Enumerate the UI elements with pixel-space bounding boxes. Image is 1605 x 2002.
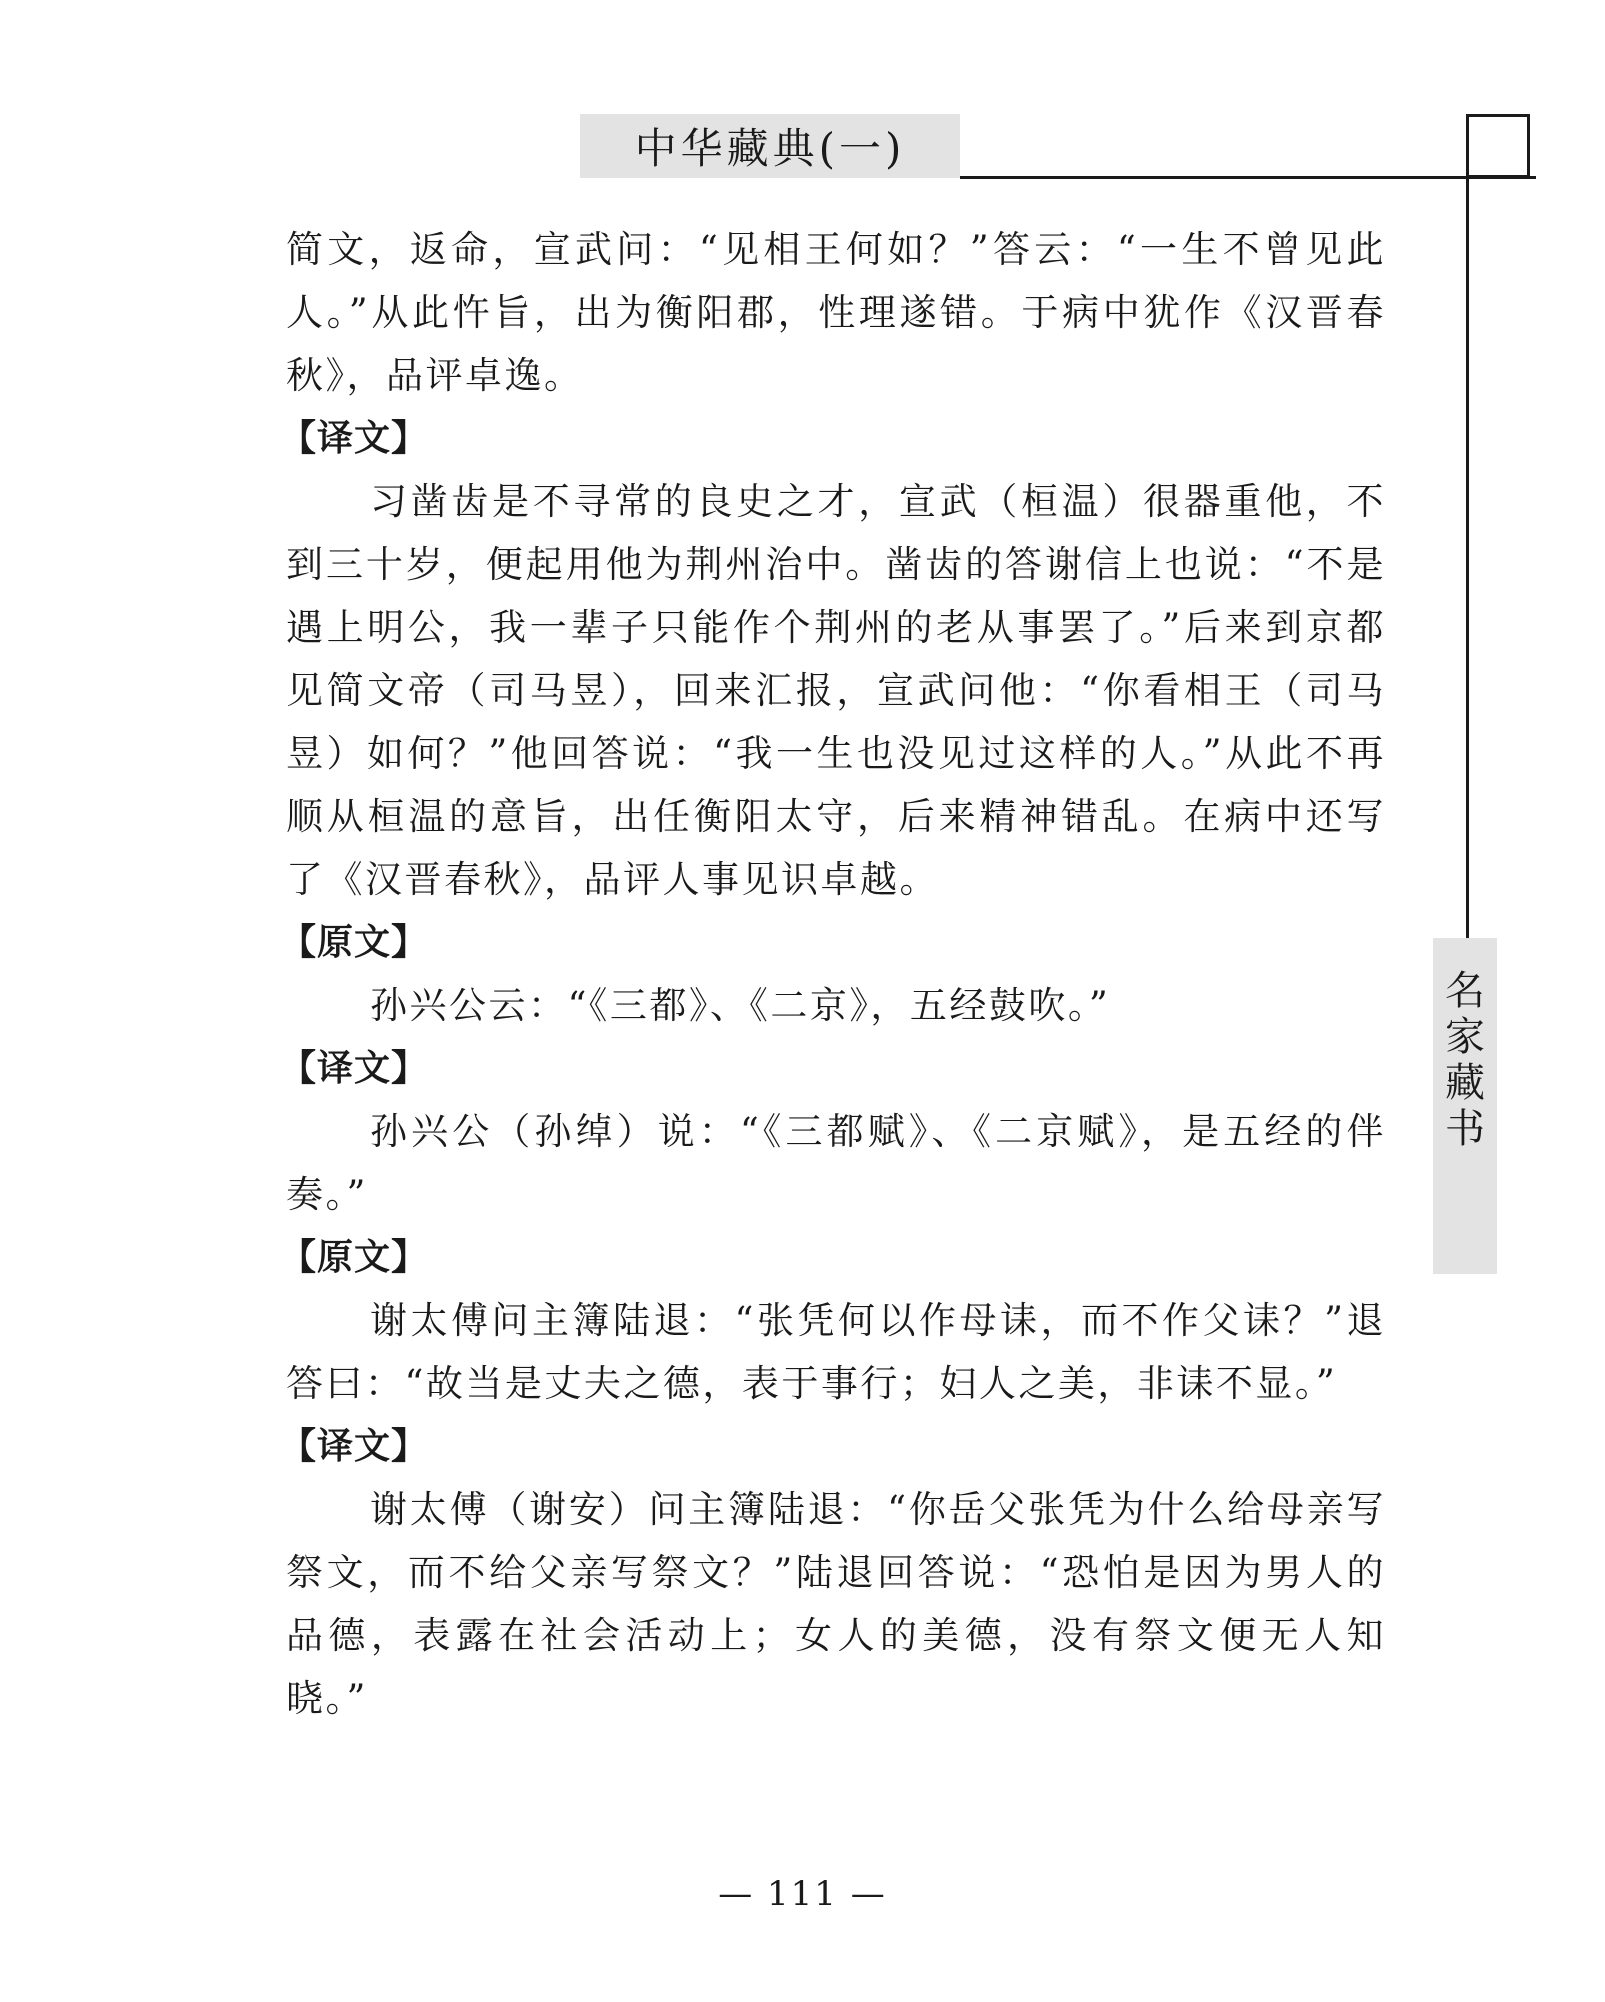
side-tab (1433, 938, 1497, 1274)
section-label: 【译文】 (280, 418, 429, 459)
main-text (280, 218, 1386, 1730)
header-rule (960, 176, 1536, 179)
paragraph: 孙兴公云：“《三都》、《二京》，五经鼓吹。” (370, 984, 1111, 1027)
side-tab-char: 书 (1445, 1106, 1485, 1152)
side-tab-char: 藏 (1445, 1060, 1485, 1106)
paragraph: 习凿齿是不寻常的良史之才，宣武（桓温）很器重他，不到三十岁，便起用他为荆州治中。凿齿的答谢信上也说：“不是遇上明公，我一辈子只能作个荆州的老从事罢了。”后来到京都见简文帝（司马昱），回来汇报，宣武问他：“你看相王（司马昱）如何？”他回答说：“我一生也没见过这样的人。”从此不再顺从桓温的意旨，出任衡阳太守，后来精神错乱。在病中还写了《汉晋春秋》，品评人事见识卓越。 (286, 480, 1386, 901)
side-tab-char: 名 (1445, 968, 1485, 1014)
section-label: 【译文】 (280, 1048, 429, 1089)
page-number: — 111 — (718, 1874, 887, 1914)
paragraph: 谢太傅（谢安）问主簿陆退：“你岳父张凭为什么给母亲写祭文，而不给父亲写祭文？”陆退回答说：“恐怕是因为男人的品德，表露在社会活动上；女人的美德，没有祭文便无人知晓。” (286, 1488, 1386, 1720)
section-label: 【原文】 (280, 1237, 429, 1278)
section-label: 【原文】 (280, 922, 429, 963)
paragraph: 简文，返命，宣武问：“见相王何如？”答云：“一生不曾见此人。”从此忤旨，出为衡阳郡，性理遂错。于病中犹作《汉晋春秋》，品评卓逸。 (286, 228, 1386, 397)
book-title: 中华藏典(一) (580, 114, 960, 178)
side-tab-char: 家 (1445, 1014, 1485, 1060)
paragraph: 谢太傅问主簿陆退：“张凭何以作母诔，而不作父诔？”退答曰：“故当是丈夫之德，表于事行；妇人之美，非诔不显。” (286, 1299, 1386, 1405)
section-label: 【译文】 (280, 1426, 429, 1467)
paragraph: 孙兴公（孙绰）说：“《三都赋》、《二京赋》，是五经的伴奏。” (286, 1110, 1386, 1216)
margin-rule (1466, 114, 1469, 938)
corner-box (1466, 114, 1530, 178)
